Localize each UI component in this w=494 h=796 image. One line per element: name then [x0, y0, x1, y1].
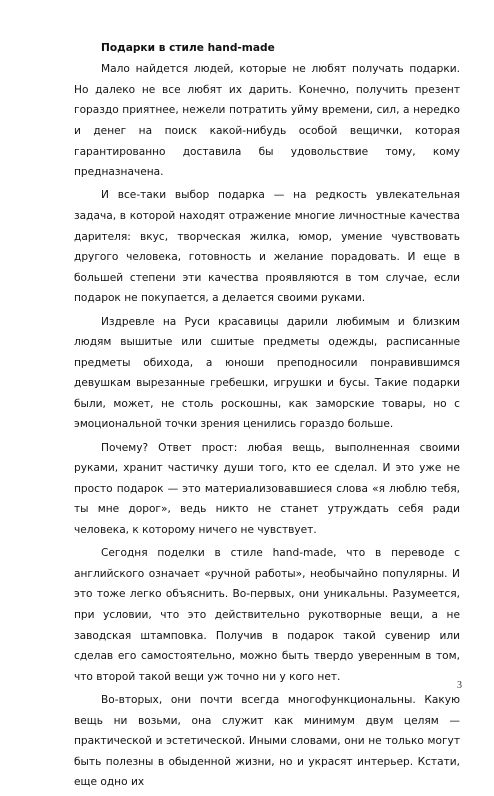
- document-body: [74, 38, 460, 796]
- paragraph-2: И все-таки выбор подарка — на редкость увлекательная задача, в которой находят отражение многие личностные качества дарителя: вкус, творческая жилка, юмор, умение чувствовать другого человека, готовность и желание порадовать. И еще в большей степени эти качества проявляются в том случае, если подарок не покупается, а делается своими руками.: [74, 189, 460, 305]
- paragraph-5: Сегодня поделки в стиле hand-made, что в переводе с английского означает «ручной работы», необычайно популярны. И это тоже легко объяснить. Во-первых, они уникальны. Разумеется, при условии, что это действительно рукотворные вещи, а не заводская штамповка. Получив в подарок такой сувенир или сделав его самостоятельно, можно быть твердо уверенным в том, что второй такой вещи уж точно ни у кого нет.: [74, 547, 460, 683]
- paragraph-3: Издревле на Руси красавицы дарили любимым и близким людям вышитые или сшитые предметы одежды, расписанные предметы обихода, а юноши преподносили понравившимся девушкам вырезанные гребешки, игрушки и бусы. Такие подарки были, может, не столь роскошны, как заморские товары, но с эмоциональной точки зрения ценились гораздо больше.: [74, 315, 460, 431]
- paragraph-6: Во-вторых, они почти всегда многофункциональны. Какую вещь ни возьми, она служит как минимум двум целям — практической и эстетической. Иными словами, они не только могут быть полезны в обыденной жизни, но и украсят интерьер. Кстати, еще одно их: [74, 693, 460, 789]
- document-title: Подарки в стиле hand-made: [101, 42, 275, 54]
- paragraph-1: Мало найдется людей, которые не любят получать подарки. Но далеко не все любят их дарить. Конечно, получить презент гораздо приятнее, нежели потратить уйму времени, сил, а нередко и денег на поиск какой-нибудь особой вещички, которая гарантированно доставила бы удовольствие тому, кому предназначена.: [74, 63, 460, 179]
- page-number: 3: [457, 680, 462, 691]
- paragraph-4: Почему? Ответ прост: любая вещь, выполненная своими руками, хранит частичку души того, кто ее сделал. И это уже не просто подарок — это материализовавшиеся слова «я люблю тебя, ты мне дорог», ведь никто не станет утруждать себя ради человека, к которому ничего не чувствует.: [74, 441, 460, 537]
